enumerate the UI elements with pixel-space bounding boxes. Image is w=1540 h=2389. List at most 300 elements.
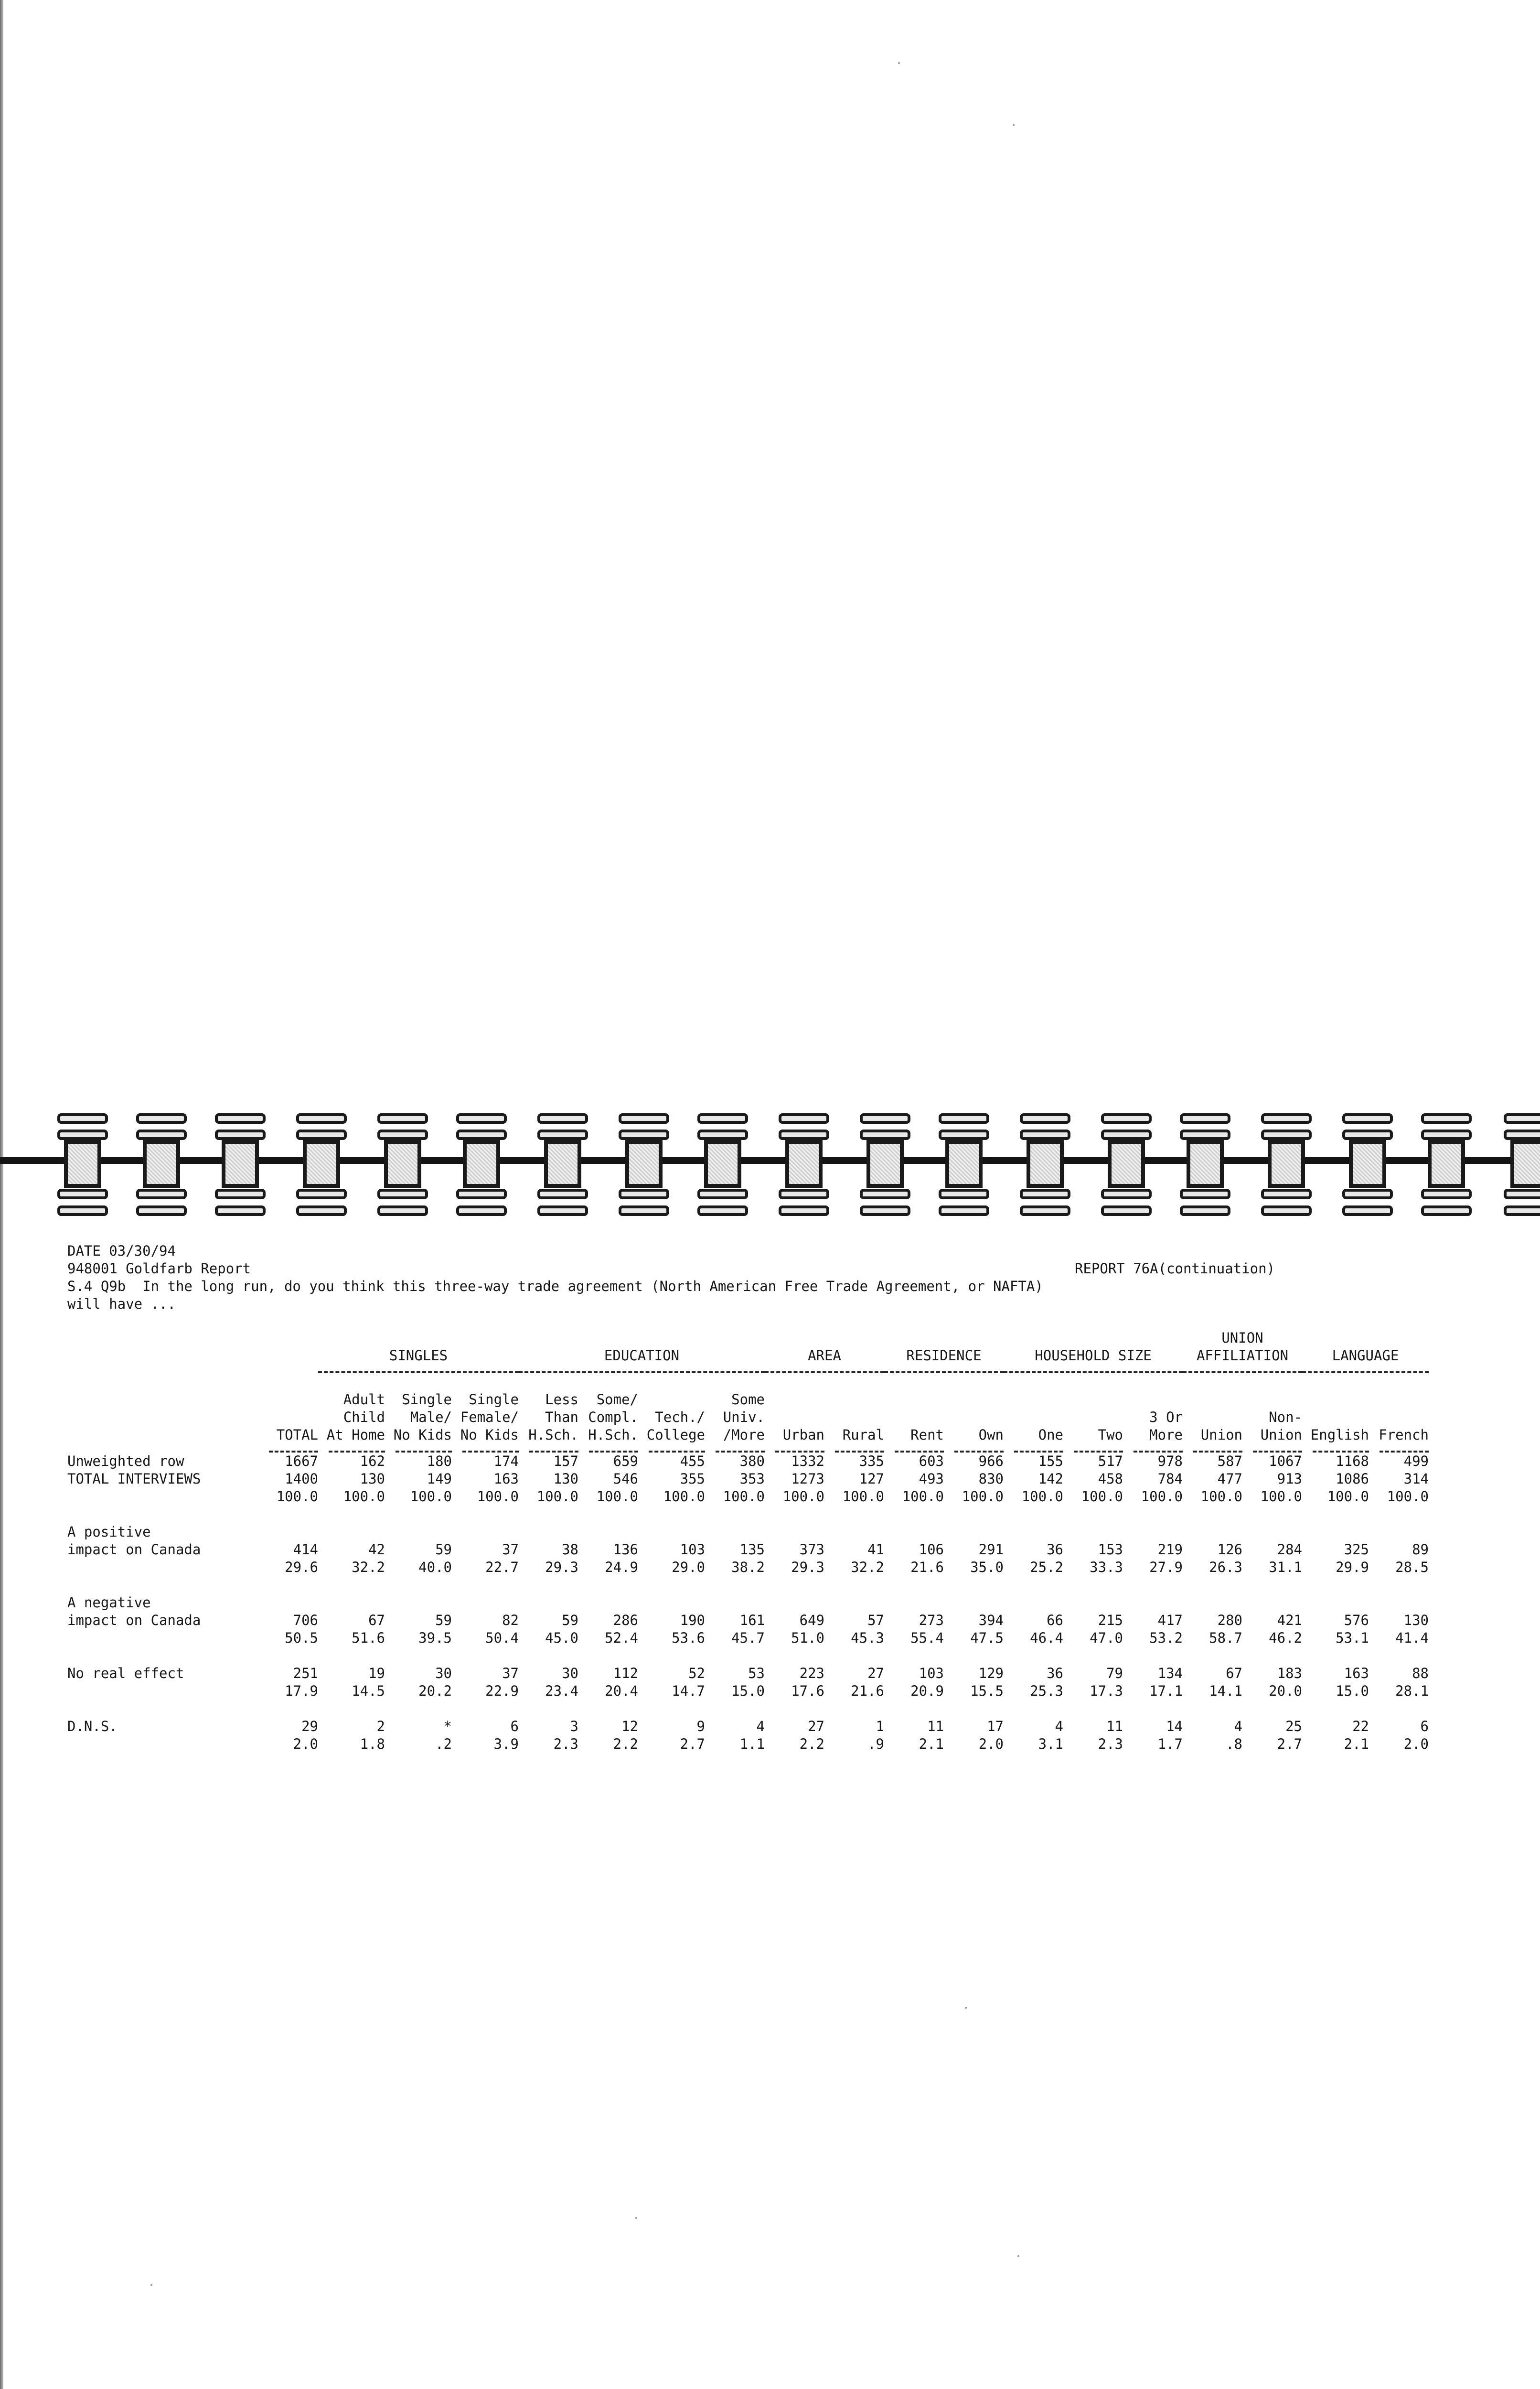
cell-percent: 100.0 bbox=[536, 1488, 578, 1505]
cell-percent: 53.1 bbox=[1336, 1630, 1369, 1646]
cell-percent: 17.9 bbox=[285, 1683, 318, 1699]
cell-count: 183 bbox=[1277, 1665, 1302, 1681]
group-area: AREA bbox=[808, 1347, 841, 1364]
column-header: French bbox=[1379, 1427, 1429, 1443]
column-header bbox=[884, 1391, 944, 1409]
column-header: Male/ bbox=[410, 1409, 452, 1425]
cell-count: 37 bbox=[502, 1541, 519, 1558]
cell-percent: 14.7 bbox=[672, 1683, 705, 1699]
cell-count: 1 bbox=[876, 1718, 884, 1734]
cell-percent: 100.0 bbox=[1081, 1488, 1123, 1505]
cell-count: 373 bbox=[799, 1541, 824, 1558]
column-header: Univ. bbox=[723, 1409, 765, 1425]
cell-percent: 14.5 bbox=[352, 1683, 385, 1699]
cell-count: 149 bbox=[427, 1471, 452, 1487]
column-header bbox=[638, 1391, 705, 1409]
cell-count: 3 bbox=[570, 1718, 578, 1734]
cell-count: 355 bbox=[680, 1471, 705, 1487]
cell-count: 130 bbox=[360, 1471, 385, 1487]
cell-percent: 20.9 bbox=[910, 1683, 944, 1699]
table-row bbox=[67, 1612, 1429, 1629]
cell-count: 67 bbox=[1226, 1665, 1242, 1681]
cell-count: 163 bbox=[493, 1471, 519, 1487]
cell-count: 88 bbox=[1412, 1665, 1429, 1681]
cell-percent: 38.2 bbox=[731, 1559, 765, 1575]
cell-percent: 100.0 bbox=[723, 1488, 765, 1505]
cell-percent: 45.3 bbox=[851, 1630, 884, 1646]
cell-count: 135 bbox=[739, 1541, 765, 1558]
column-header: Less bbox=[545, 1391, 578, 1408]
cell-count: 162 bbox=[360, 1453, 385, 1469]
cell-count: 493 bbox=[919, 1471, 944, 1487]
cell-count: 130 bbox=[1403, 1612, 1429, 1628]
column-header bbox=[1369, 1391, 1429, 1409]
table-row bbox=[67, 1594, 1429, 1612]
column-header: Some bbox=[731, 1391, 765, 1408]
table-row bbox=[67, 1470, 1429, 1488]
table-row bbox=[67, 1541, 1429, 1559]
cell-count: 353 bbox=[739, 1471, 765, 1487]
column-header: Union bbox=[1200, 1427, 1242, 1443]
cell-percent: 100.0 bbox=[477, 1488, 519, 1505]
cell-count: 38 bbox=[562, 1541, 578, 1558]
cell-percent: 100.0 bbox=[1260, 1488, 1302, 1505]
cell-percent: 17.1 bbox=[1149, 1683, 1183, 1699]
column-header bbox=[765, 1409, 824, 1426]
column-header: Female/ bbox=[460, 1409, 519, 1425]
column-header: Child bbox=[343, 1409, 385, 1425]
binding-ring bbox=[215, 1113, 266, 1216]
cell-percent: 21.6 bbox=[851, 1683, 884, 1699]
cell-count: 603 bbox=[919, 1453, 944, 1469]
column-header-row bbox=[67, 1391, 1429, 1409]
table-row bbox=[67, 1665, 1429, 1682]
cell-count: 1086 bbox=[1336, 1471, 1369, 1487]
cell-percent: 2.7 bbox=[1277, 1736, 1302, 1752]
column-header: Single bbox=[469, 1391, 519, 1408]
column-header: Union bbox=[1260, 1427, 1302, 1443]
column-header: Rent bbox=[910, 1427, 944, 1443]
cell-percent: 29.9 bbox=[1336, 1559, 1369, 1575]
cell-percent: 20.0 bbox=[1269, 1683, 1302, 1699]
group-education: EDUCATION bbox=[604, 1347, 680, 1364]
question-text-continued: will have ... bbox=[67, 1296, 176, 1312]
column-header bbox=[1369, 1409, 1429, 1426]
question-text: S.4 Q9b In the long run, do you think this three-way trade agreement (North American Free Trade Agreement, or NAFTA) bbox=[67, 1278, 1043, 1294]
binding-ring bbox=[779, 1113, 829, 1216]
report-id: REPORT 76A(continuation) bbox=[1075, 1260, 1275, 1277]
column-header bbox=[1004, 1409, 1063, 1426]
cell-percent: 24.9 bbox=[605, 1559, 638, 1575]
cell-count: 19 bbox=[368, 1665, 385, 1681]
column-header: 3 Or bbox=[1149, 1409, 1183, 1425]
cell-percent: 31.1 bbox=[1269, 1559, 1302, 1575]
cell-percent: 17.3 bbox=[1090, 1683, 1123, 1699]
cell-percent: 14.1 bbox=[1209, 1683, 1242, 1699]
cell-percent: 100.0 bbox=[782, 1488, 824, 1505]
cell-percent: 100.0 bbox=[962, 1488, 1004, 1505]
cell-percent: .9 bbox=[867, 1736, 884, 1752]
scan-speck bbox=[898, 62, 900, 64]
cell-count: 134 bbox=[1157, 1665, 1183, 1681]
cell-count: 22 bbox=[1352, 1718, 1369, 1734]
cell-percent: 1.1 bbox=[739, 1736, 765, 1752]
cell-percent: 100.0 bbox=[1021, 1488, 1063, 1505]
scan-speck bbox=[1017, 2255, 1019, 2257]
binding-ring bbox=[697, 1113, 748, 1216]
cell-count: 223 bbox=[799, 1665, 824, 1681]
binding-ring bbox=[136, 1113, 187, 1216]
cell-count: * bbox=[443, 1718, 452, 1734]
cell-percent: 1.7 bbox=[1157, 1736, 1183, 1752]
cell-count: 280 bbox=[1217, 1612, 1242, 1628]
cell-count: 103 bbox=[919, 1665, 944, 1681]
row-label: D.N.S. bbox=[67, 1718, 118, 1734]
cell-percent: 58.7 bbox=[1209, 1630, 1242, 1646]
column-header bbox=[1183, 1391, 1242, 1409]
cell-percent: 27.9 bbox=[1149, 1559, 1183, 1575]
cell-count: 163 bbox=[1344, 1665, 1369, 1681]
column-header bbox=[765, 1391, 824, 1409]
cell-count: 978 bbox=[1157, 1453, 1183, 1469]
cell-percent: 32.2 bbox=[352, 1559, 385, 1575]
binding-ring bbox=[1342, 1113, 1393, 1216]
cell-percent: 2.0 bbox=[978, 1736, 1004, 1752]
cell-count: 67 bbox=[368, 1612, 385, 1628]
cell-count: 27 bbox=[867, 1665, 884, 1681]
table-row bbox=[67, 1523, 1429, 1541]
cell-count: 659 bbox=[613, 1453, 638, 1469]
cell-count: 155 bbox=[1038, 1453, 1063, 1469]
cell-count: 53 bbox=[748, 1665, 765, 1681]
row-label: impact on Canada bbox=[67, 1612, 201, 1628]
row-label bbox=[67, 1629, 258, 1647]
column-header-row bbox=[67, 1409, 1429, 1426]
cell-count: 112 bbox=[613, 1665, 638, 1681]
cell-percent: 1.8 bbox=[360, 1736, 385, 1752]
cell-count: 126 bbox=[1217, 1541, 1242, 1558]
cell-count: 180 bbox=[427, 1453, 452, 1469]
column-header: Single bbox=[402, 1391, 452, 1408]
cell-count: 59 bbox=[562, 1612, 578, 1628]
row-label: Unweighted row bbox=[67, 1453, 184, 1469]
cell-percent: 22.7 bbox=[485, 1559, 519, 1575]
cell-percent: 29.3 bbox=[545, 1559, 578, 1575]
cell-percent: .8 bbox=[1226, 1736, 1242, 1752]
binding-ring bbox=[1180, 1113, 1230, 1216]
cell-percent: 100.0 bbox=[343, 1488, 385, 1505]
cell-percent: 100.0 bbox=[1141, 1488, 1183, 1505]
cell-count: 784 bbox=[1157, 1471, 1183, 1487]
cell-count: 706 bbox=[293, 1612, 318, 1628]
column-header bbox=[1004, 1391, 1063, 1409]
cell-percent: 2.2 bbox=[613, 1736, 638, 1752]
cell-count: 6 bbox=[510, 1718, 519, 1734]
cell-count: 1067 bbox=[1269, 1453, 1302, 1469]
column-header bbox=[824, 1409, 884, 1426]
cell-percent: 3.1 bbox=[1038, 1736, 1063, 1752]
cell-count: 1168 bbox=[1336, 1453, 1369, 1469]
row-label: TOTAL INTERVIEWS bbox=[67, 1471, 201, 1487]
scan-speck bbox=[965, 2007, 967, 2009]
cell-count: 11 bbox=[927, 1718, 944, 1734]
cell-count: 314 bbox=[1403, 1471, 1429, 1487]
column-header: Two bbox=[1098, 1427, 1123, 1443]
cell-percent: 15.5 bbox=[970, 1683, 1004, 1699]
column-header bbox=[944, 1409, 1004, 1426]
cell-percent: 51.0 bbox=[791, 1630, 824, 1646]
cell-count: 174 bbox=[493, 1453, 519, 1469]
column-header: Urban bbox=[782, 1427, 824, 1443]
cell-count: 30 bbox=[562, 1665, 578, 1681]
cell-percent: 2.7 bbox=[680, 1736, 705, 1752]
cell-count: 1332 bbox=[791, 1453, 824, 1469]
cell-count: 273 bbox=[919, 1612, 944, 1628]
cell-count: 325 bbox=[1344, 1541, 1369, 1558]
column-header: Rural bbox=[842, 1427, 884, 1443]
row-label: impact on Canada bbox=[67, 1541, 201, 1558]
cell-percent: 29.6 bbox=[285, 1559, 318, 1575]
table-row bbox=[67, 1735, 1429, 1753]
cell-count: 161 bbox=[739, 1612, 765, 1628]
group-language: LANGUAGE bbox=[1332, 1347, 1399, 1364]
row-label: A positive bbox=[67, 1524, 151, 1540]
cell-count: 25 bbox=[1285, 1718, 1302, 1734]
group-union-1: UNION bbox=[1221, 1330, 1263, 1346]
cell-percent: 23.4 bbox=[545, 1683, 578, 1699]
binding-ring bbox=[860, 1113, 910, 1216]
cell-count: 57 bbox=[867, 1612, 884, 1628]
cell-percent: 46.4 bbox=[1030, 1630, 1063, 1646]
cell-count: 136 bbox=[613, 1541, 638, 1558]
group-singles: SINGLES bbox=[389, 1347, 448, 1364]
cell-count: 59 bbox=[435, 1541, 452, 1558]
cell-percent: 45.7 bbox=[731, 1630, 765, 1646]
cell-count: 1400 bbox=[285, 1471, 318, 1487]
cell-percent: 15.0 bbox=[1336, 1683, 1369, 1699]
binding-ring bbox=[1504, 1113, 1540, 1216]
column-header: English bbox=[1310, 1427, 1369, 1443]
column-header bbox=[258, 1391, 318, 1409]
cell-count: 517 bbox=[1098, 1453, 1123, 1469]
cell-count: 380 bbox=[739, 1453, 765, 1469]
cell-count: 1273 bbox=[791, 1471, 824, 1487]
cell-count: 142 bbox=[1038, 1471, 1063, 1487]
column-header: Own bbox=[978, 1427, 1004, 1443]
cell-count: 66 bbox=[1047, 1612, 1063, 1628]
table-row bbox=[67, 1718, 1429, 1735]
cell-count: 79 bbox=[1106, 1665, 1123, 1681]
cell-count: 106 bbox=[919, 1541, 944, 1558]
cell-percent: 39.5 bbox=[418, 1630, 452, 1646]
cell-percent: 15.0 bbox=[731, 1683, 765, 1699]
cell-percent: 100.0 bbox=[902, 1488, 944, 1505]
cell-percent: 100.0 bbox=[410, 1488, 452, 1505]
row-label bbox=[67, 1735, 258, 1753]
cell-count: 421 bbox=[1277, 1612, 1302, 1628]
cell-percent: 17.6 bbox=[791, 1683, 824, 1699]
cell-percent: 2.0 bbox=[1403, 1736, 1429, 1752]
column-header bbox=[1302, 1409, 1369, 1426]
binding-ring bbox=[1421, 1113, 1472, 1216]
column-header: Non- bbox=[1269, 1409, 1302, 1425]
column-header-row bbox=[67, 1426, 1429, 1444]
cell-percent: 50.5 bbox=[285, 1630, 318, 1646]
table-row bbox=[67, 1629, 1429, 1647]
cell-percent: 29.0 bbox=[672, 1559, 705, 1575]
cell-count: 335 bbox=[859, 1453, 884, 1469]
row-label bbox=[67, 1488, 258, 1506]
group-union-2: AFFILIATION bbox=[1196, 1347, 1289, 1364]
cell-count: 4 bbox=[1234, 1718, 1242, 1734]
binding-ring bbox=[619, 1113, 669, 1216]
cell-count: 89 bbox=[1412, 1541, 1429, 1558]
scan-speck bbox=[635, 2217, 637, 2219]
binding-ring bbox=[1101, 1113, 1152, 1216]
cell-percent: 47.5 bbox=[970, 1630, 1004, 1646]
cell-percent: 53.6 bbox=[672, 1630, 705, 1646]
cell-count: 36 bbox=[1047, 1541, 1063, 1558]
cell-percent: 35.0 bbox=[970, 1559, 1004, 1575]
cell-count: 286 bbox=[613, 1612, 638, 1628]
cell-percent: 25.3 bbox=[1030, 1683, 1063, 1699]
cell-percent: 20.2 bbox=[418, 1683, 452, 1699]
cell-count: 649 bbox=[799, 1612, 824, 1628]
cell-percent: 41.4 bbox=[1395, 1630, 1429, 1646]
cell-percent: 26.3 bbox=[1209, 1559, 1242, 1575]
column-header bbox=[1242, 1391, 1302, 1409]
cell-percent: 51.6 bbox=[352, 1630, 385, 1646]
cell-percent: 40.0 bbox=[418, 1559, 452, 1575]
table-row bbox=[67, 1682, 1429, 1700]
cell-percent: 28.5 bbox=[1395, 1559, 1429, 1575]
cell-percent: 100.0 bbox=[1327, 1488, 1369, 1505]
row-label bbox=[67, 1559, 258, 1576]
cell-percent: 2.0 bbox=[293, 1736, 318, 1752]
column-header: Than bbox=[545, 1409, 578, 1425]
cell-count: 130 bbox=[553, 1471, 578, 1487]
column-header: Adult bbox=[343, 1391, 385, 1408]
cell-count: 966 bbox=[978, 1453, 1004, 1469]
cell-percent: 45.0 bbox=[545, 1630, 578, 1646]
row-label: No real effect bbox=[67, 1665, 184, 1681]
cell-percent: 50.4 bbox=[485, 1630, 519, 1646]
report-document bbox=[67, 1242, 1453, 1753]
cell-count: 29 bbox=[301, 1718, 318, 1734]
cell-count: 157 bbox=[553, 1453, 578, 1469]
cell-percent: 52.4 bbox=[605, 1630, 638, 1646]
cell-count: 36 bbox=[1047, 1665, 1063, 1681]
cell-count: 394 bbox=[978, 1612, 1004, 1628]
cell-percent: 2.3 bbox=[1098, 1736, 1123, 1752]
cell-count: 103 bbox=[680, 1541, 705, 1558]
table-row bbox=[67, 1488, 1429, 1506]
binding-ring bbox=[57, 1113, 108, 1216]
cell-percent: 100.0 bbox=[1387, 1488, 1429, 1505]
column-header bbox=[944, 1391, 1004, 1409]
table-row bbox=[67, 1453, 1429, 1470]
cell-percent: 55.4 bbox=[910, 1630, 944, 1646]
cell-count: 2 bbox=[376, 1718, 385, 1734]
table-body bbox=[67, 1453, 1429, 1753]
cell-percent: .2 bbox=[435, 1736, 452, 1752]
column-header bbox=[1302, 1391, 1369, 1409]
cell-percent: 46.2 bbox=[1269, 1630, 1302, 1646]
column-header: No Kids bbox=[460, 1427, 519, 1443]
cell-count: 82 bbox=[502, 1612, 519, 1628]
cell-count: 6 bbox=[1420, 1718, 1429, 1734]
column-header: College bbox=[646, 1427, 705, 1443]
cell-count: 37 bbox=[502, 1665, 519, 1681]
cell-percent: 100.0 bbox=[596, 1488, 638, 1505]
cell-count: 291 bbox=[978, 1541, 1004, 1558]
cell-count: 190 bbox=[680, 1612, 705, 1628]
cell-count: 576 bbox=[1344, 1612, 1369, 1628]
column-header bbox=[884, 1409, 944, 1426]
report-header bbox=[67, 1242, 1453, 1313]
column-header: H.Sch. bbox=[528, 1427, 578, 1443]
cell-count: 27 bbox=[808, 1718, 824, 1734]
scan-speck bbox=[150, 2284, 152, 2286]
cell-count: 14 bbox=[1166, 1718, 1183, 1734]
row-label: A negative bbox=[67, 1594, 151, 1611]
cell-percent: 28.1 bbox=[1395, 1683, 1429, 1699]
cell-count: 153 bbox=[1098, 1541, 1123, 1558]
cell-count: 52 bbox=[688, 1665, 705, 1681]
cell-percent: 100.0 bbox=[1200, 1488, 1242, 1505]
group-residence: RESIDENCE bbox=[906, 1347, 982, 1364]
cell-percent: 25.2 bbox=[1030, 1559, 1063, 1575]
column-header: One bbox=[1038, 1427, 1063, 1443]
cell-percent: 2.1 bbox=[1344, 1736, 1369, 1752]
row-label bbox=[67, 1682, 258, 1700]
cell-count: 127 bbox=[859, 1471, 884, 1487]
table-row bbox=[67, 1559, 1429, 1576]
binding-ring bbox=[939, 1113, 989, 1216]
cell-count: 251 bbox=[293, 1665, 318, 1681]
cell-percent: 100.0 bbox=[842, 1488, 884, 1505]
cell-count: 455 bbox=[680, 1453, 705, 1469]
column-header bbox=[1123, 1391, 1183, 1409]
group-household-size: HOUSEHOLD SIZE bbox=[1035, 1347, 1152, 1364]
cell-percent: 47.0 bbox=[1090, 1630, 1123, 1646]
cell-count: 4 bbox=[1055, 1718, 1063, 1734]
column-header: H.Sch. bbox=[588, 1427, 638, 1443]
cell-count: 587 bbox=[1217, 1453, 1242, 1469]
binding-ring bbox=[456, 1113, 507, 1216]
binding-ring bbox=[1261, 1113, 1312, 1216]
column-header bbox=[824, 1391, 884, 1409]
cell-count: 9 bbox=[696, 1718, 705, 1734]
cell-percent: 22.9 bbox=[485, 1683, 519, 1699]
cell-percent: 20.4 bbox=[605, 1683, 638, 1699]
column-header: Tech./ bbox=[655, 1409, 705, 1425]
cell-count: 830 bbox=[978, 1471, 1004, 1487]
cell-percent: 21.6 bbox=[910, 1559, 944, 1575]
column-header: Compl. bbox=[588, 1409, 638, 1425]
cell-count: 30 bbox=[435, 1665, 452, 1681]
column-header bbox=[1063, 1391, 1123, 1409]
page-left-edge bbox=[0, 0, 3, 2389]
report-name: 948001 Goldfarb Report bbox=[67, 1260, 251, 1277]
cell-percent: 100.0 bbox=[663, 1488, 705, 1505]
column-header bbox=[1183, 1409, 1242, 1426]
column-headers bbox=[67, 1391, 1429, 1453]
cell-percent: 53.2 bbox=[1149, 1630, 1183, 1646]
column-header: /More bbox=[723, 1427, 765, 1443]
cell-percent: 2.1 bbox=[919, 1736, 944, 1752]
cell-count: 417 bbox=[1157, 1612, 1183, 1628]
